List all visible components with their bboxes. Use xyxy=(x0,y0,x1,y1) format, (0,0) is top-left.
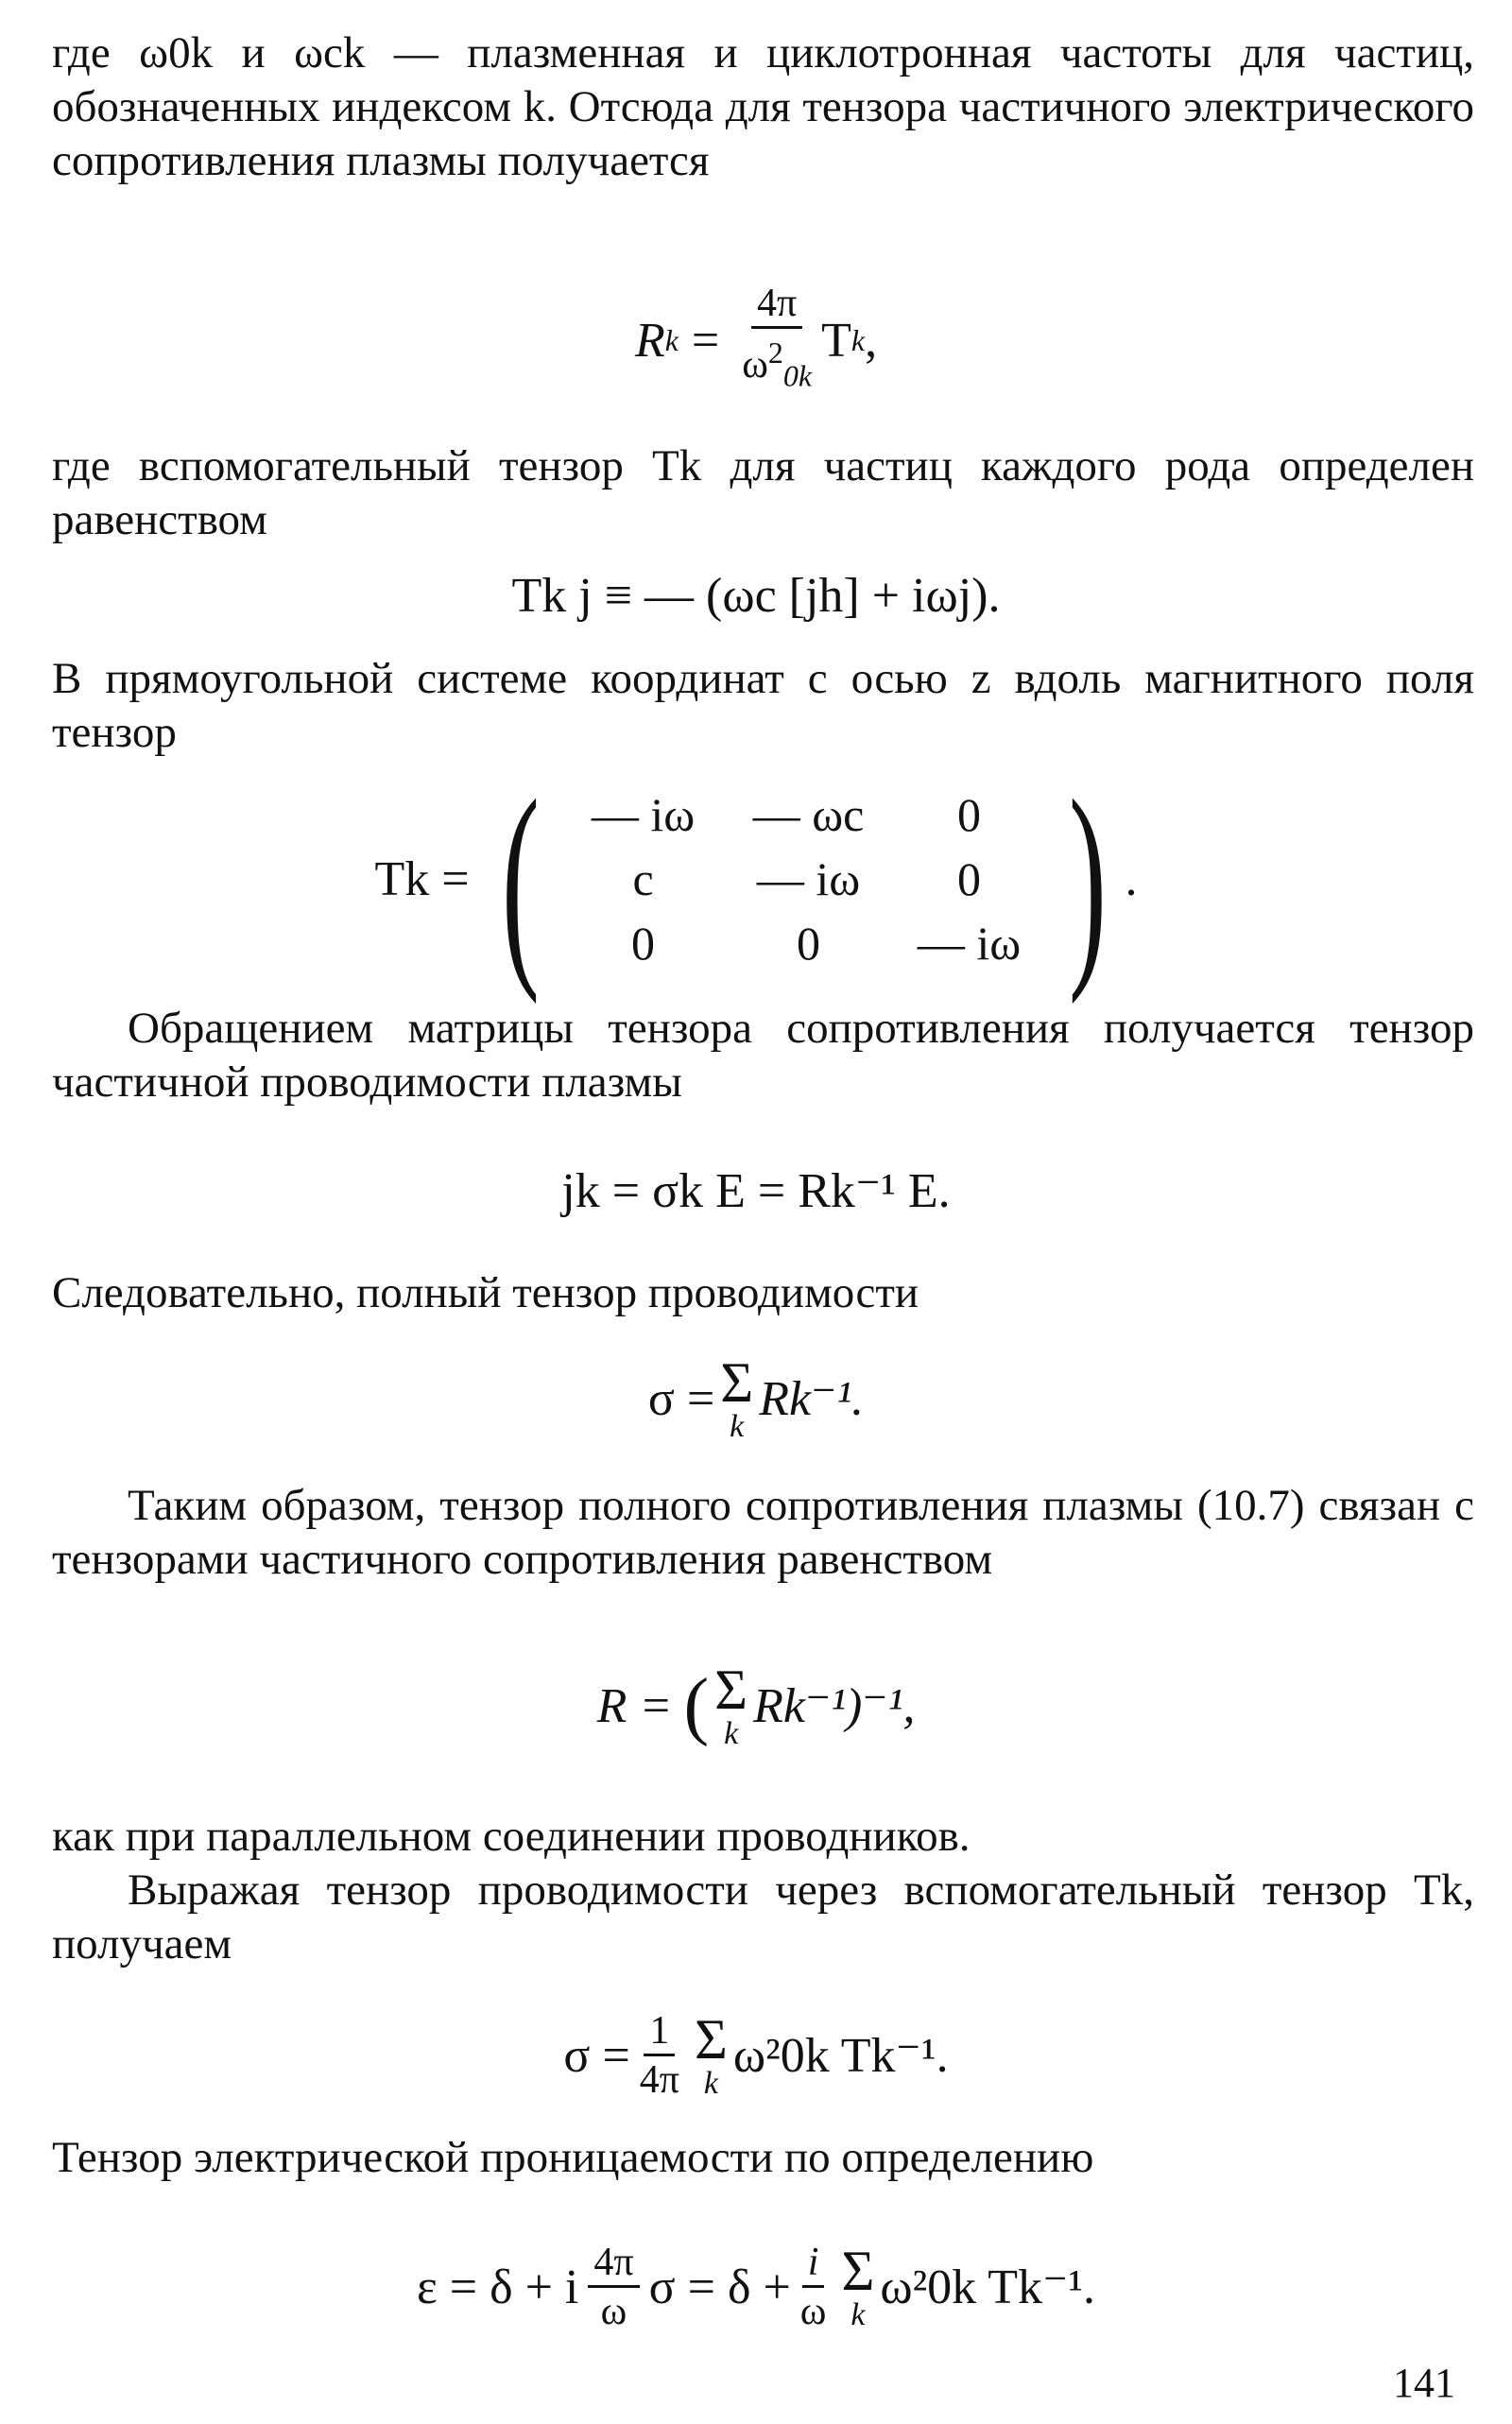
fraction: $\frac{4\pi}{\omega}$ xyxy=(588,2240,639,2335)
equation-conductivity-via-aux: σ = $\frac{1}{4\pi}$ Σ k ω²0k Tk⁻¹. xyxy=(563,2008,949,2102)
matrix-cell: — iω xyxy=(756,852,861,905)
matrix-cell: — iω xyxy=(591,788,696,841)
matrix-cell: 0 xyxy=(631,917,656,970)
sum-symbol: Σ k xyxy=(714,1659,748,1751)
sum-symbol: Σ k xyxy=(694,2008,728,2101)
matrix-cell: 0 xyxy=(957,788,982,841)
paragraph-5: Следовательно, полный тензор проводимости xyxy=(52,1268,919,1317)
matrix-cell: 0 xyxy=(797,917,821,970)
equation-partial-conductivity: jk = σk E = Rk⁻¹ E. xyxy=(561,1164,951,1218)
fraction: $\frac{1}{4\pi}$ xyxy=(639,2008,679,2102)
equation-permittivity: ε = δ + i $\frac{4\pi}{\omega}$ σ = δ + $\frac{i}{\omega}$ Σ k ω²0k Tk⁻¹. xyxy=(416,2240,1096,2333)
matrix: ( — iω — ωc 0 c — iω 0 0 0 — iω ) xyxy=(501,753,1107,1005)
paragraph-2: где вспомогательный тензор Tk для частиц каждого рода определен равенством xyxy=(52,441,1474,544)
matrix-cell: 0 xyxy=(957,852,982,905)
paragraph-3: В прямоугольной системе координат с осью z вдоль магнитного поля тензор xyxy=(52,654,1474,757)
fraction: $\frac{4\pi}{\omega^2_{0k}}$ xyxy=(742,282,813,393)
paragraph-8: Выражая тензор проводимости через вспомогательный тензор Tk, получаем xyxy=(52,1865,1474,1968)
equation-total-conductivity: σ = Σ k Rk⁻¹. xyxy=(647,1351,865,1444)
equation-aux-tensor: Tk j ≡ — (ωc [jh] + iωj). xyxy=(511,568,1001,623)
equation-tensor-matrix: Tk = ( — iω — ωc 0 c — iω 0 0 0 — iω ) . xyxy=(374,753,1138,1005)
matrix-cell: — ωc xyxy=(752,788,865,841)
sum-symbol: Σ k xyxy=(720,1351,754,1444)
page-number: 141 xyxy=(1393,2360,1455,2406)
paragraph-4: Обращением матрицы тензора сопротивления получается тензор частичной проводимости плазмы xyxy=(52,1004,1474,1107)
paragraph-9: Тензор электрической проницаемости по определению xyxy=(52,2133,1094,2182)
paragraph-7: как при параллельном соединении проводников. xyxy=(52,1812,971,1861)
sum-symbol: Σ k xyxy=(841,2240,875,2332)
matrix-cell: c xyxy=(632,852,654,905)
equation-total-resistance: R = ( Σ k Rk⁻¹)⁻¹, xyxy=(596,1659,916,1751)
equation-partial-resistance: R k = $\frac{4\pi}{\omega^2_{0k}}$ T k , xyxy=(0,274,1512,406)
matrix-cell: — iω xyxy=(917,917,1022,970)
matrix-grid xyxy=(558,787,1050,971)
fraction: $\frac{i}{\omega}$ xyxy=(799,2240,827,2333)
paragraph-1: где ω0k и ωck — плазменная и циклотронная частоты для частиц, обозначенных индексом k. Отсюда для тензора частичного электрического сопротивления плазмы получается xyxy=(52,28,1474,185)
paragraph-6: Таким образом, тензор полного сопротивления плазмы (10.7) связан с тензорами частичного сопротивления равенством xyxy=(52,1481,1474,1584)
